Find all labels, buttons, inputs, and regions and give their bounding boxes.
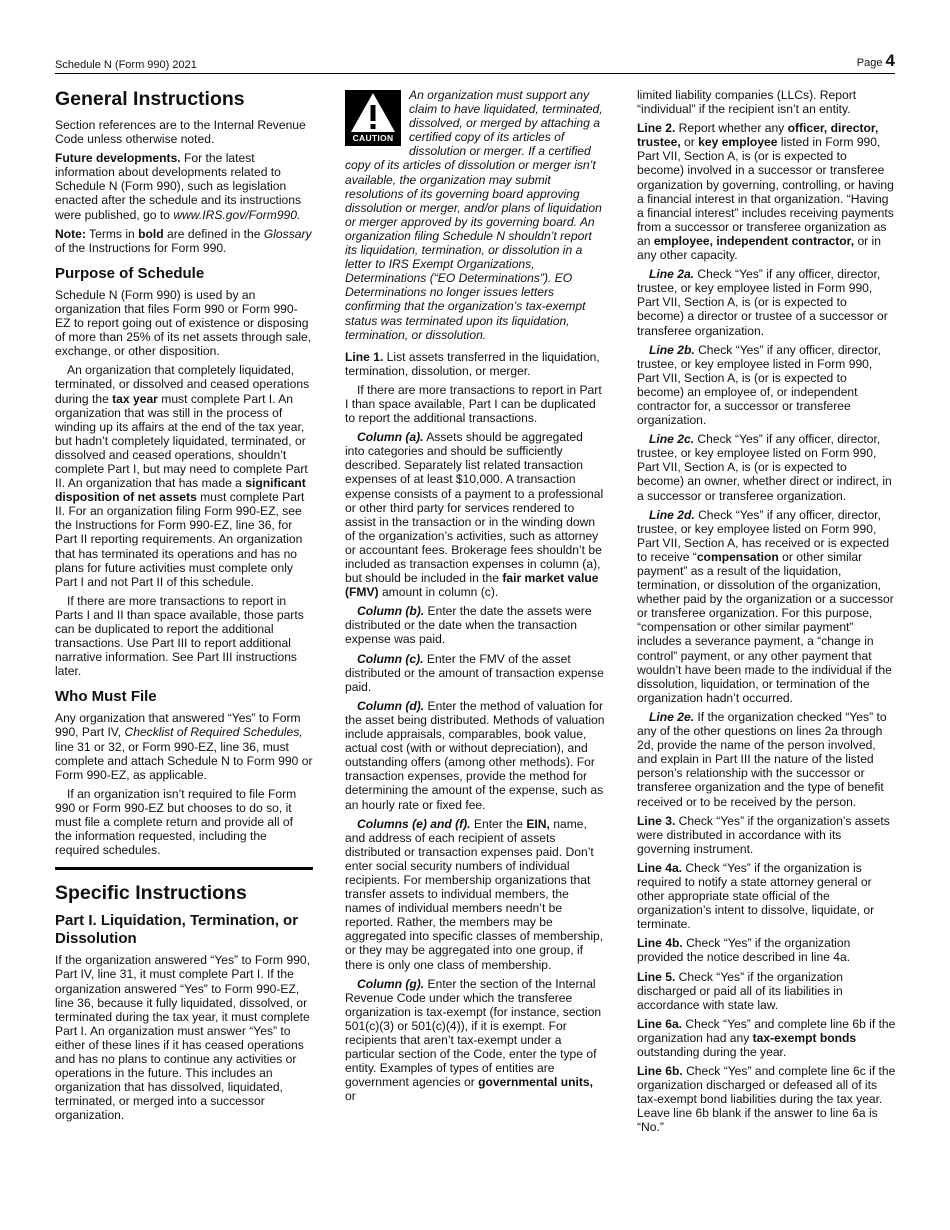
part1-heading: Part I. Liquidation, Termination, or Dissolution [55,912,299,948]
column-2 [345,88,605,1108]
general-instructions-heading: General Instructions [55,88,245,110]
form-name: Schedule N (Form 990) 2021 [55,59,197,71]
purpose-paragraph-1: Schedule N (Form 990) is used by an organization that files Form 990 or Form 990-EZ to report going out of existence or disposing of more than 25% of its net assets through sale, exchange, or other disposition. [55,287,312,359]
purpose-heading: Purpose of Schedule [55,264,205,282]
line6a-paragraph: Line 6a. Check “Yes” and complete line 6b if the organization had any tax-exempt bonds outstanding during the year. [637,1016,896,1059]
column-1 [55,88,313,1127]
purpose-paragraph-3: If there are more transactions to report in Parts I and II than space available, those parts can be duplicated to report the additional transactions. Use Part III to report additional narrative information. See Part III instructions later. [55,593,304,679]
caution-icon [345,90,401,146]
column-b-paragraph: Column (b). Enter the date the assets were distributed or the date when the transaction expense was paid. [345,604,592,647]
line5-paragraph: Line 5. Check “Yes” if the organization discharged or paid all of its liabilities in accordance with state law. [637,969,843,1012]
column-3 [637,88,897,1140]
future-developments-paragraph: Future developments. For the latest information about developments related to Schedule N (Form 990), such as legislation enacted after the schedule and its instructions were published, go to www.IRS.gov/Form990. [55,151,302,222]
columns-e-f-paragraph: Columns (e) and (f). Enter the EIN, name, and address of each recipient of assets distributed or transaction expenses paid. Don’t enter social security numbers of individual recipients. For membership organizations that transfer assets to individual members, the names of individual members needn’t be reported. Rather, the members may be aggregated into specific classes of membership, or they may be aggregated into one group, if there is only one class of membership. [345,816,604,972]
page-number: Page 4 [856,51,895,70]
line2e-paragraph: Line 2e. If the organization checked “Yes” to any of the other questions on lines 2a through 2d, provide the name of the person involved, and explain in Part III the nature of the listed person’s relationship with the successor or transferee organization and the type of benefit received or to be received by the person. [637,709,887,809]
who-paragraph-1: Any organization that answered “Yes” to Form 990, Part IV, Checklist of Required Schedules, line 31 or 32, or Form 990-EZ, line 36, must complete and attach Schedule N to Form 990 or Form 990-EZ, as applicable. [55,711,313,782]
continued-paragraph: limited liability companies (LLCs). Report “individual” if the recipient isn’t an entity. [637,88,857,117]
line6b-paragraph: Line 6b. Check “Yes” and complete line 6c if the organization discharged or defeased all of its tax-exempt bond liabilities during the tax year. Leave line 6b blank if the answer to line 6a is “No.” [637,1064,896,1135]
line4b-paragraph: Line 4b. Check “Yes” if the organization provided the notice described in line 4a. [637,936,851,965]
page-header [55,52,895,74]
column-c-paragraph: Column (c). Enter the FMV of the asset distributed or the amount of transaction expense paid. [345,651,604,694]
line2a-paragraph: Line 2a. Check “Yes” if any officer, director, trustee, or key employee listed in Form 990, Part VII, Section A, is (or is expected to become) a director or trustee of a successor or transferee organization. [637,267,888,338]
irs-form990-link[interactable]: www.IRS.gov/Form990. [173,207,301,222]
specific-instructions-heading: Specific Instructions [55,882,247,905]
column-a-paragraph: Column (a). Assets should be aggregated into categories and should be sufficiently described. Separately list related transaction expenses of at least $10,000. A transaction expense consists of a payment to a professional or other third party for services rendered to assist in the transaction or in the winding down of the organization’s activities, such as attorney or accountant fees. Brokerage fees shouldn’t be included as transaction expenses in column (a), but should be included in the fair market value (FMV) amount in column (c). [345,430,604,600]
line3-paragraph: Line 3. Check “Yes” if the organization’s assets were distributed in accordance with its governing instrument. [637,813,890,856]
caution-text: An organization must support any claim to have liquidated, terminated, dissolved, or merged by attaching a certified copy of its articles of dissolution or merger. If a certified copy of its articles of dissolution or merger isn’t available, the organization may submit resolutions of its governing board approving dissolution or merger, and/or plans of liquidation or merger approved by its governing board. An organization filing Schedule N shouldn’t report its liquidation, termination, or dissolution in a letter to IRS Exempt Organizations, Determinations (“EO Determinations”). EO Determinations no longer issues letters confirming that the organization’s tax-exempt status was terminated upon its liquidation, termination, or dissolution. [345,88,603,342]
line1-paragraph-2: If there are more transactions to report in Part I than space available, Part I can be duplicated to report the additional transactions. [345,382,602,426]
note-paragraph: Note: Terms in bold are defined in the Glossary of the Instructions for Form 990. [55,226,312,255]
line1-paragraph: Line 1. List assets transferred in the liquidation, termination, dissolution, or merger. [345,349,600,378]
line2b-paragraph: Line 2b. Check “Yes” if any officer, director, trustee, or key employee listed in Form 990, Part VII, Section A, is (or is expected to become) an employee of, or independent contractor for, a successor or transferee organization. [637,342,881,428]
section-divider [55,867,313,870]
line4a-paragraph: Line 4a. Check “Yes” if the organization is required to notify a state attorney general or other appropriate state official of the organization’s intent to dissolve, liquidate, or terminate. [637,860,875,932]
caution-box [345,88,605,342]
line2c-paragraph: Line 2c. Check “Yes” if any officer, director, trustee, or key employee listed on Form 990, Part VII, Section A, is (or is expected to become) an owner, whether direct or indirect, in a successor or transferee organization. [637,432,892,503]
line2-paragraph: Line 2. Report whether any officer, director, trustee, or key employee listed in Form 990, Part VII, Section A, is (or is expected to become) involved in a successor or transferee organization by governing, controlling, or having a financial interest in that organization. “Having a financial interest” includes receiving payments from a successor or transferee organization as an employee, independent contractor, or in any other capacity. [637,121,894,263]
part1-paragraph: If the organization answered “Yes” to Form 990, Part IV, line 31, it must complete Part I. If the organization answered “Yes” to Form 990-EZ, line 36, because it fully liquidated, dissolved, or terminated during the tax year, it must complete Part I. An organization must answer “Yes” to either of these lines if it has ceased operations and has no plans to continue any activities or operations in the future. This includes an organization that has dissolved, liquidated, terminated, or merged into a successor organization. [55,953,311,1123]
line2d-paragraph: Line 2d. Check “Yes” if any officer, director, trustee, or key employee listed on Form 990, Part VII, Section A, has received or is expected to receive “compensation or other similar payment” as a result of the liquidation, termination, or dissolution of the organization, whether paid by the organization or a successor or transferee organization. For this purpose, “compensation or other similar payment” includes a severance payment, a “change in control” payment, or any other payment that wouldn’t have been made to the individual if the dissolution, liquidation, or termination of the organization hadn’t occurred. [637,507,894,705]
who-must-file-heading: Who Must File [55,688,157,706]
caution-label: CAUTION [352,133,394,143]
who-paragraph-2: If an organization isn’t required to file Form 990 or Form 990-EZ but chooses to do so, it must file a complete return and provide all of the information requested, including the required schedules. [55,786,297,858]
column-d-paragraph: Column (d). Enter the method of valuation for the asset being distributed. Methods of valuation include appraisals, comparables, book value, actual cost (with or without depreciation), and outstanding offers (among other methods). For transaction expenses, provide the method for determining the amount of the expense, such as an hourly rate or fixed fee. [345,698,605,812]
column-g-paragraph: Column (g). Enter the section of the Internal Revenue Code under which the transferee organization is tax-exempt (for instance, section 501(c)(3) or 501(c)(4)), if it is exempt. For recipients that aren’t tax-exempt under a particular section of the Code, enter the type of entity. Examples of types of entities are government agencies or governmental units, or [345,976,602,1104]
purpose-paragraph-2: An organization that completely liquidated, terminated, or dissolved and ceased operations during the tax year must complete Part I. An organization that was still in the process of winding up its affairs at the end of the tax year, but hadn’t completely liquidated, terminated, or dissolved and ceased operations, shouldn’t complete Part I, but may need to complete Part II. An organization that has made a significant disposition of net assets must complete Part II. For an organization filing Form 990-EZ, see the Instructions for Form 990-EZ, line 36, for Part II reporting requirements. An organization that has terminated its operations and has no plans for future activities must complete only Part I and not Part II of this schedule. [55,363,310,589]
section-references-text: Section references are to the Internal Revenue Code unless otherwise noted. [55,118,306,147]
